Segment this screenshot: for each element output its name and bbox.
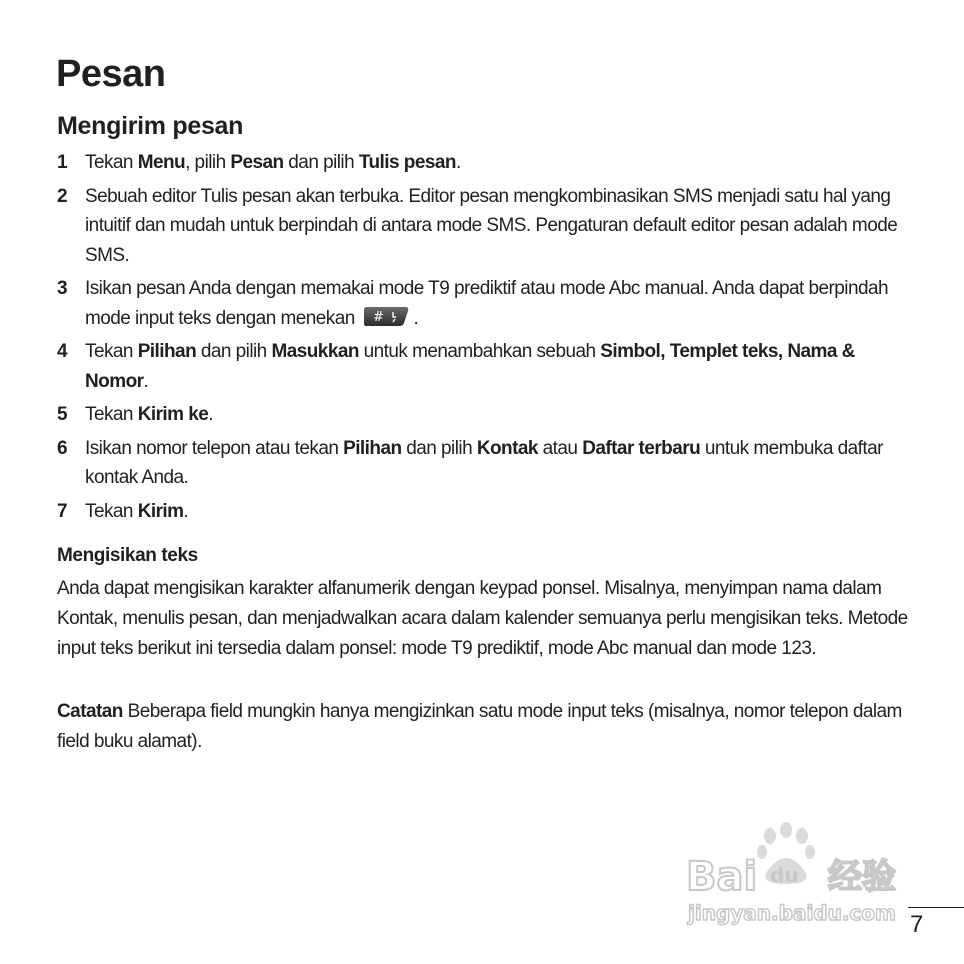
step-keyword: Kirim ke bbox=[137, 404, 209, 425]
step-text: untuk membuka daftar kontak Anda. bbox=[85, 437, 883, 488]
baidu-watermark-logo bbox=[682, 818, 914, 930]
step-text: . bbox=[413, 307, 419, 329]
step-text: Isikan pesan Anda dengan memakai mode T9 prediktif atau mode Abc manual. Anda dapat berpindah mode input teks dengan menekan bbox=[85, 278, 889, 329]
note-paragraph bbox=[57, 697, 917, 757]
step-item bbox=[57, 148, 907, 178]
step-text: . bbox=[455, 152, 461, 173]
step-number: 6 bbox=[57, 437, 68, 459]
section-heading: Mengirim pesan bbox=[57, 112, 244, 140]
page-title: Pesan bbox=[56, 53, 166, 95]
text-input-paragraph: Anda dapat mengisikan karakter alfanumerik dengan keypad ponsel. Misalnya, menyimpan nama dalam Kontak, menulis pesan, dan menjadwalkan acara dalam kalender semuanya perlu mengisikan teks. Metode input teks berikut ini tersedia dalam ponsel: mode T9 prediktif, mode Abc manual dan mode 123. bbox=[57, 578, 908, 659]
step-number: 1 bbox=[57, 152, 68, 173]
step-text: dan pilih bbox=[401, 437, 477, 459]
watermark-cn: 经验 bbox=[828, 857, 896, 897]
step-keyword: Menu bbox=[137, 152, 186, 173]
step-number: 2 bbox=[57, 185, 68, 207]
step-keyword: Pilihan bbox=[137, 341, 197, 362]
step-item bbox=[57, 182, 907, 271]
step-text: Tekan bbox=[85, 341, 138, 362]
note-text: Beberapa field mungkin hanya mengizinkan satu mode input teks (misalnya, nomor telepon dalam field buku alamat). bbox=[57, 701, 902, 752]
page-number-rule bbox=[908, 907, 964, 908]
watermark-brand-2: du bbox=[770, 863, 799, 887]
step-text: . bbox=[183, 500, 189, 522]
step-text: atau bbox=[537, 437, 583, 459]
step-text: Sebuah editor Tulis pesan akan terbuka. Editor pesan mengkombinasikan SMS menjadi satu hal yang intuitif dan mudah untuk berpindah di antara mode SMS. Pengaturan default editor pesan adalah mode SMS. bbox=[85, 185, 898, 266]
step-text: , pilih bbox=[185, 152, 231, 173]
step-keyword: Daftar terbaru bbox=[582, 437, 701, 459]
step-keyword: Masukkan bbox=[271, 341, 359, 362]
step-text: dan pilih bbox=[196, 341, 272, 362]
text-input-heading: Mengisikan teks bbox=[57, 545, 198, 566]
step-keyword: Kirim bbox=[137, 500, 184, 522]
step-text: Tekan bbox=[85, 500, 138, 522]
step-item bbox=[57, 400, 907, 430]
watermark-brand: Bai bbox=[686, 854, 758, 900]
step-keyword: Tulis pesan bbox=[358, 152, 456, 173]
step-number: 3 bbox=[57, 278, 68, 299]
step-item bbox=[57, 434, 907, 493]
step-number: 7 bbox=[57, 500, 68, 522]
step-keyword: Pilihan bbox=[343, 437, 402, 459]
step-text: Tekan bbox=[85, 152, 138, 173]
steps-list bbox=[57, 148, 907, 530]
step-keyword: Pesan bbox=[230, 152, 284, 173]
step-text: untuk menambahkan sebuah bbox=[358, 341, 601, 362]
page-number: 7 bbox=[910, 911, 924, 938]
step-text: Tekan bbox=[85, 404, 138, 425]
step-item bbox=[57, 497, 907, 527]
step-text: dan pilih bbox=[283, 152, 359, 173]
step-text: . bbox=[208, 404, 214, 425]
step-text: . bbox=[143, 370, 149, 392]
note-label: Catatan bbox=[57, 701, 123, 722]
watermark-url: jingyan.baidu.com bbox=[688, 901, 896, 925]
step-number: 5 bbox=[57, 404, 68, 425]
svg-text:#: # bbox=[373, 309, 384, 325]
step-item bbox=[57, 337, 907, 396]
step-keyword: Simbol, Templet teks, Nama & Nomor bbox=[85, 341, 855, 392]
step-keyword: Kontak bbox=[476, 437, 538, 459]
step-number: 4 bbox=[57, 341, 68, 362]
step-text: Isikan nomor telepon atau tekan bbox=[85, 437, 344, 459]
hash-key-icon bbox=[363, 305, 409, 327]
step-item bbox=[57, 274, 907, 333]
